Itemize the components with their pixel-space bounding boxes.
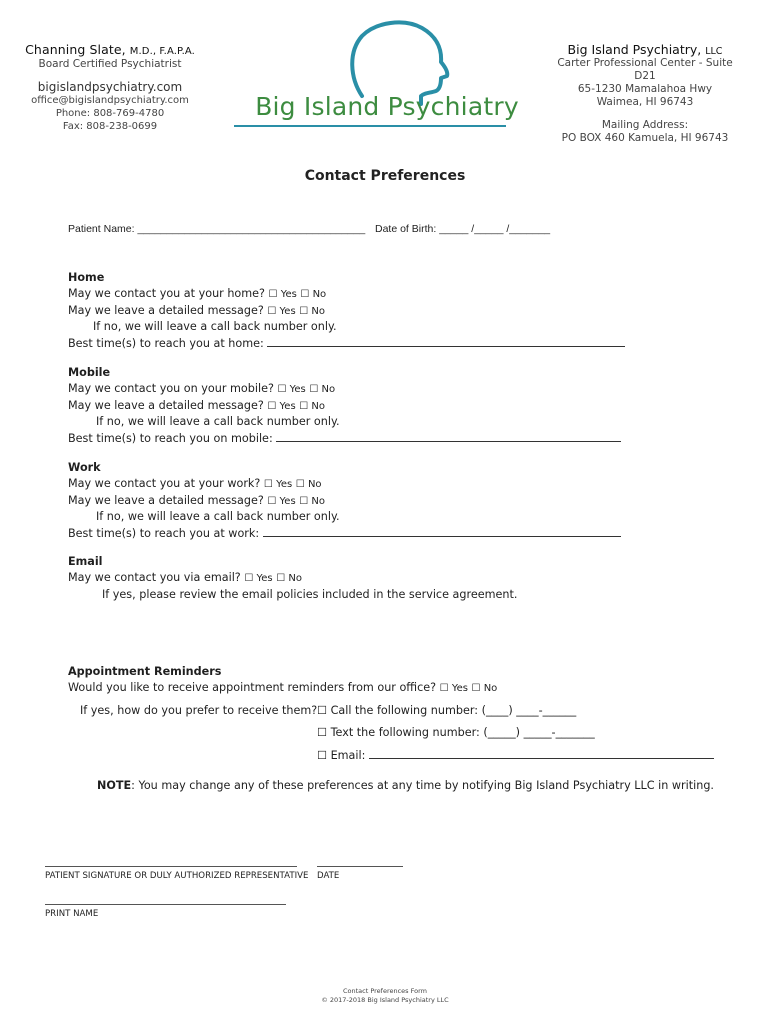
website-text: bigislandpsychiatry.com: [37, 80, 183, 94]
mobile-message-no-checkbox[interactable]: ☐ No: [299, 400, 325, 412]
home-note: If no, we will leave a call back number only.: [93, 320, 337, 334]
email-text: office@bigislandpsychiatry.com: [31, 95, 189, 106]
mailing-label: Mailing Address:: [601, 119, 689, 131]
email-heading: Email: [68, 555, 103, 568]
date-label: DATE: [317, 871, 340, 881]
work-section: [68, 460, 728, 542]
work-message-no-checkbox[interactable]: ☐ No: [299, 495, 325, 507]
work-contact-question: May we contact you at your work? ☐ Yes ☐ No: [68, 476, 322, 490]
mailing-address: PO BOX 460 Kamuela, HI 96743: [561, 132, 729, 144]
footer-form-name: Contact Preferences Form: [342, 987, 428, 995]
email-contact-no-checkbox[interactable]: ☐ No: [276, 572, 302, 584]
reminder-email-blank[interactable]: [369, 747, 714, 759]
signature-label: PATIENT SIGNATURE OR DULY AUTHORIZED REPRESENTATIVE: [45, 871, 309, 881]
home-best-time-blank[interactable]: [267, 335, 625, 347]
company-logo: [222, 18, 552, 130]
work-contact-yes-checkbox[interactable]: ☐ Yes: [263, 478, 293, 490]
work-contact-no-checkbox[interactable]: ☐ No: [295, 478, 322, 490]
address-line-1: Carter Professional Center - Suite D21: [557, 57, 733, 82]
mobile-heading: Mobile: [68, 366, 111, 379]
company-name-line: [545, 42, 745, 57]
mobile-message-yes-checkbox[interactable]: ☐ Yes: [267, 400, 296, 412]
work-best-time: Best time(s) to reach you at work:: [68, 525, 728, 542]
email-contact-question: May we contact you via email? ☐ Yes ☐ No: [68, 570, 302, 584]
doctor-name-line: [25, 42, 195, 57]
date-of-birth-field[interactable]: Date of Birth: _____ /_____ /_______: [375, 223, 551, 235]
reminders-yes-checkbox[interactable]: ☐ Yes: [439, 682, 468, 694]
form-title: Contact Preferences: [304, 168, 466, 184]
mobile-best-time: Best time(s) to reach you on mobile:: [68, 430, 728, 447]
note-label: NOTE: [97, 779, 132, 792]
mobile-message-question: May we leave a detailed message? ☐ Yes ☐ No: [68, 398, 325, 412]
home-message-yes-checkbox[interactable]: ☐ Yes: [267, 305, 296, 317]
work-message-question: May we leave a detailed message? ☐ Yes ☐ No: [68, 493, 325, 507]
date-line[interactable]: [317, 866, 403, 867]
reminders-section: [68, 664, 728, 697]
home-best-time: Best time(s) to reach you at home:: [68, 335, 728, 352]
home-contact-no-checkbox[interactable]: ☐ No: [300, 288, 327, 300]
logo-underline: [234, 125, 506, 127]
company-name: Big Island Psychiatry,: [567, 42, 702, 57]
letterhead-right: [545, 42, 745, 145]
work-note: If no, we will leave a call back number only.: [96, 510, 340, 524]
letterhead-left: [25, 42, 195, 133]
note-paragraph: [97, 778, 737, 794]
company-suffix: LLC: [705, 46, 723, 57]
email-contact-yes-checkbox[interactable]: ☐ Yes: [244, 572, 273, 584]
patient-name-field[interactable]: Patient Name: _______________________________________: [68, 223, 366, 235]
home-message-no-checkbox[interactable]: ☐ No: [299, 305, 325, 317]
reminder-text-option[interactable]: ☐ Text the following number: (_____) _____-_______: [317, 726, 595, 739]
email-section: [68, 554, 728, 602]
address-line-3: Waimea, HI 96743: [596, 96, 694, 108]
home-section: [68, 270, 728, 352]
home-contact-question: May we contact you at your home? ☐ Yes ☐ No: [68, 286, 327, 300]
home-message-question: May we leave a detailed message? ☐ Yes ☐ No: [68, 303, 325, 317]
doctor-name: Channing Slate,: [25, 42, 126, 57]
reminders-no-checkbox[interactable]: ☐ No: [471, 682, 498, 694]
footer-copyright: © 2017-2018 Big Island Psychiatry LLC: [321, 996, 449, 1004]
page-footer: [0, 987, 770, 1005]
home-heading: Home: [68, 271, 105, 284]
reminders-question: Would you like to receive appointment reminders from our office? ☐ Yes ☐ No: [68, 680, 498, 694]
reminder-call-option[interactable]: ☐ Call the following number: (____) ____-______: [317, 704, 577, 717]
doctor-title: Board Certified Psychiatrist: [38, 58, 182, 70]
logo-wordmark: Big Island Psychiatry: [255, 92, 519, 121]
print-name-line[interactable]: [45, 904, 286, 905]
work-heading: Work: [68, 461, 101, 474]
signature-line[interactable]: [45, 866, 297, 867]
work-best-time-blank[interactable]: [263, 525, 621, 537]
home-contact-yes-checkbox[interactable]: ☐ Yes: [268, 288, 297, 300]
mobile-contact-yes-checkbox[interactable]: ☐ Yes: [277, 383, 306, 395]
work-message-yes-checkbox[interactable]: ☐ Yes: [267, 495, 296, 507]
reminders-heading: Appointment Reminders: [68, 665, 222, 678]
mobile-best-time-blank[interactable]: [276, 430, 621, 442]
doctor-credentials: M.D., F.A.P.A.: [129, 46, 195, 57]
fax-text: Fax: 808-238-0699: [62, 121, 158, 132]
mobile-section: [68, 365, 728, 447]
phone-text: Phone: 808-769-4780: [55, 108, 165, 119]
mobile-note: If no, we will leave a call back number only.: [96, 415, 340, 429]
print-name-label: PRINT NAME: [45, 909, 99, 919]
email-note: If yes, please review the email policies included in the service agreement.: [102, 587, 518, 601]
note-text: : You may change any of these preferences at any time by notifying Big Island Psychiatry LLC in writing.: [131, 779, 714, 792]
mobile-contact-no-checkbox[interactable]: ☐ No: [309, 383, 336, 395]
reminder-email-option[interactable]: ☐ Email:: [317, 747, 717, 764]
reminders-how-question: If yes, how do you prefer to receive them?: [80, 704, 318, 717]
mobile-contact-question: May we contact you on your mobile? ☐ Yes ☐ No: [68, 381, 336, 395]
address-line-2: 65-1230 Mamalahoa Hwy: [577, 83, 713, 95]
